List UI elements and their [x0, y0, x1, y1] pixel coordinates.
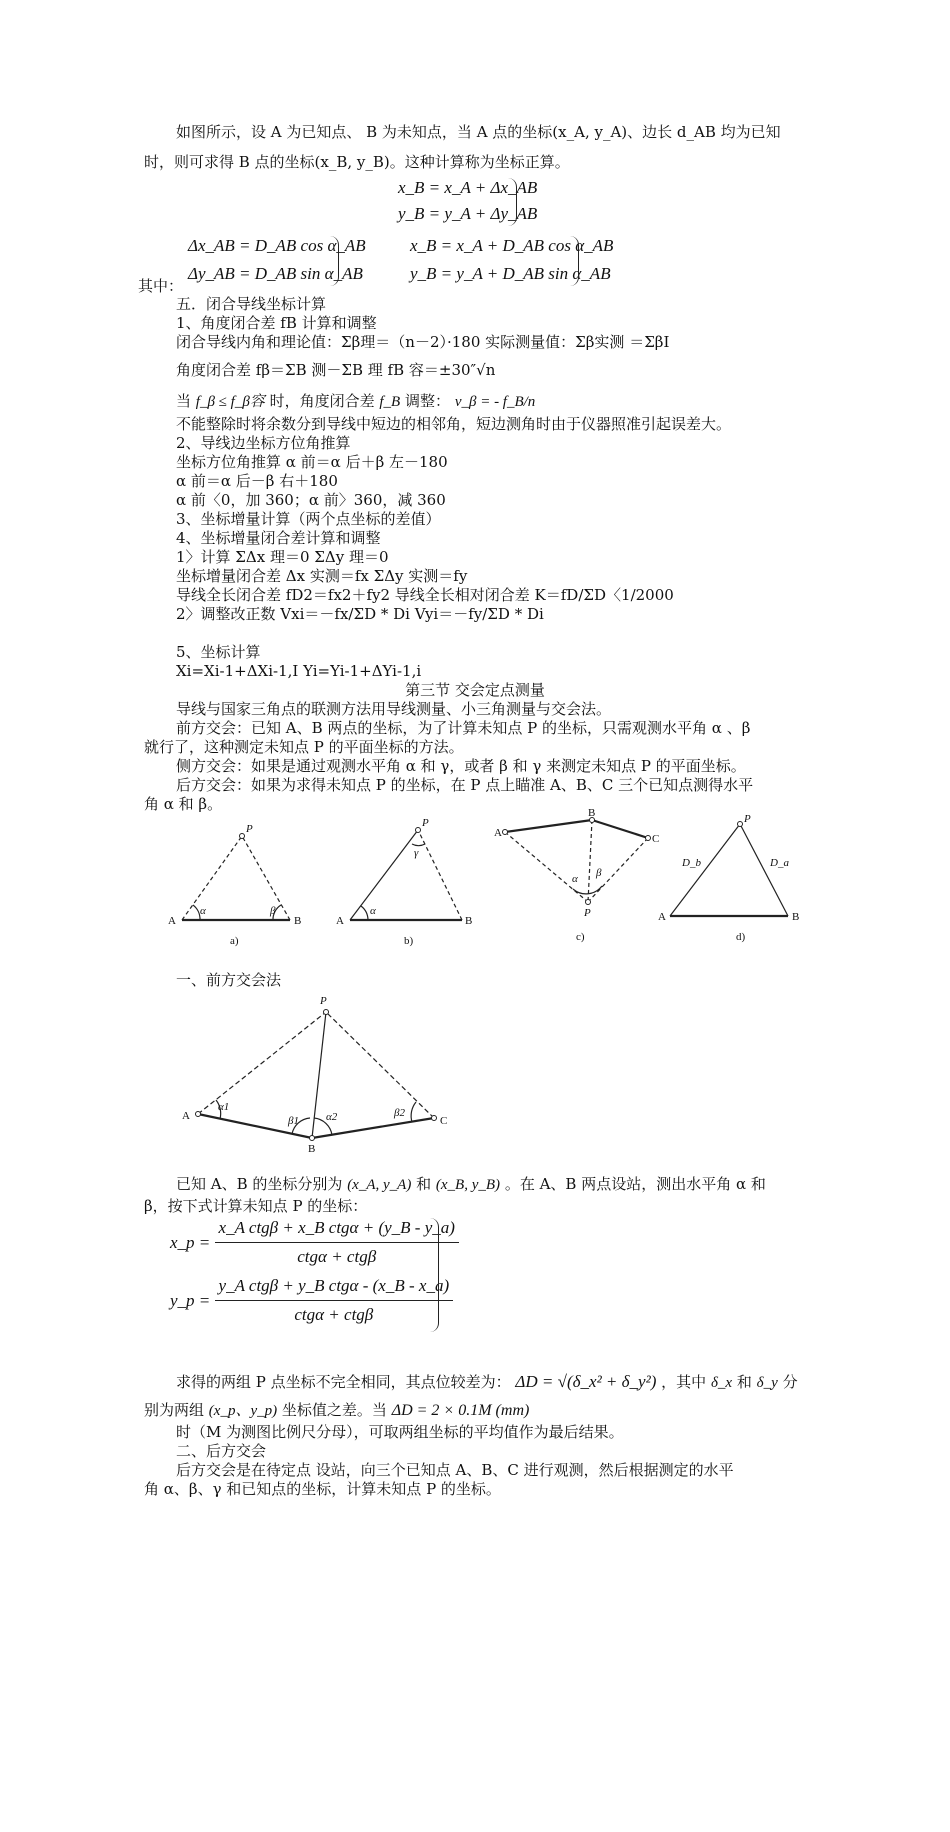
- text: 分: [782, 1373, 798, 1391]
- label-P: P: [584, 907, 591, 919]
- caption-d: d): [736, 931, 746, 943]
- text-line: 后方交会：如果为求得未知点 P 的坐标，在 P 点上瞄准 A、B、C 三个已知点测得水平: [176, 776, 754, 794]
- inline-math: f_B: [379, 394, 401, 410]
- brace: [430, 1218, 439, 1332]
- text-line: 导线全长闭合差 fD2＝fx2＋fy2 导线全长相对闭合差 K＝fD/ΣD〈1/2000: [176, 586, 674, 604]
- subsection-title: 2、导线边坐标方位角推算: [176, 434, 351, 452]
- label-P: P: [320, 995, 327, 1007]
- sight-line: [182, 836, 242, 920]
- fraction: [215, 1274, 454, 1327]
- sight-line: [350, 830, 418, 920]
- label-A: A: [658, 911, 666, 923]
- label-B: B: [792, 911, 800, 923]
- label-beta: β: [270, 905, 276, 917]
- label-beta: β: [596, 867, 602, 879]
- brace: [330, 236, 339, 286]
- text-line: 坐标方位角推算 α 前＝α 后＋β 左－180: [176, 453, 448, 471]
- label-A: A: [168, 915, 176, 927]
- text: 别为两组: [144, 1401, 205, 1419]
- label-B: B: [588, 807, 596, 819]
- label-alpha: α: [370, 905, 376, 917]
- label-P: P: [422, 817, 429, 829]
- text: 坐标值之差。当: [281, 1401, 387, 1419]
- text-line: 角 α、β、γ 和已知点的坐标，计算未知点 P 的坐标。: [144, 1480, 501, 1498]
- section-title: 二、后方交会: [176, 1442, 267, 1460]
- formula-xB-expanded: x_B = x_A + D_AB cos α_AB: [410, 236, 614, 255]
- text-line: 2〉调整改正数 Vxi＝－fx/ΣD * Di Vyi＝－fy/ΣD * Di: [176, 605, 544, 623]
- text-line: 时（M 为测图比例尺分母），可取两组坐标的平均值作为最后结果。: [176, 1423, 624, 1441]
- inline-math: f_β ≤ f_β容: [195, 394, 265, 410]
- intersection-figures: [160, 807, 800, 947]
- label-alpha2: α2: [326, 1111, 338, 1123]
- text: ，其中: [661, 1373, 707, 1391]
- inline-math: δ_y: [756, 1375, 778, 1391]
- text: 已知 A、B 的坐标分别为: [176, 1175, 343, 1193]
- brace: [570, 236, 579, 286]
- text-line: 角度闭合差 fβ＝ΣB 测－ΣB 理 fB 容＝±30″√n: [176, 361, 496, 379]
- inline-math: ΔD = 2 × 0.1M (mm): [391, 1402, 530, 1419]
- error-line: [176, 1372, 798, 1393]
- sight-line: [326, 1012, 434, 1118]
- inline-math: (x_A, y_A): [347, 1177, 412, 1193]
- error-line-2: [144, 1400, 529, 1421]
- caption-b: b): [404, 935, 414, 947]
- point-marker: [738, 822, 743, 827]
- numerator: y_A ctgβ + y_B ctgα - (x_B - x_a): [215, 1274, 454, 1301]
- denominator: ctgα + ctgβ: [297, 1247, 377, 1266]
- subsection-title: 3、坐标增量计算（两个点坐标的差值）: [176, 510, 441, 528]
- brace: [508, 178, 517, 226]
- formula-yB-expanded: y_B = y_A + D_AB sin α_AB: [410, 264, 611, 283]
- formula-xp: [170, 1216, 459, 1269]
- subsection-title: 5、坐标计算: [176, 643, 261, 661]
- subsection-title: 1、角度闭合差 fB 计算和调整: [176, 314, 377, 332]
- label-B: B: [308, 1143, 316, 1155]
- label-P: P: [246, 823, 253, 835]
- angle-arc: [411, 1102, 416, 1122]
- text-line: 前方交会：已知 A、B 两点的坐标，为了计算未知点 P 的坐标，只需观测水平角 α 、β: [176, 719, 751, 737]
- inline-math: ΔD = √(δ_x² + δ_y²): [515, 1372, 657, 1391]
- angle-arc: [361, 906, 368, 920]
- sight-line: [242, 836, 290, 920]
- condition-line: [176, 391, 535, 412]
- inline-math: v_β = - f_B/n: [454, 394, 536, 410]
- text: 求得的两组 P 点坐标不完全相同，其点位较差为：: [176, 1373, 511, 1391]
- fraction: [215, 1216, 459, 1269]
- label-alpha1: α1: [218, 1101, 230, 1113]
- formula-dx: Δx_AB = D_AB cos α_AB: [188, 236, 366, 255]
- section-title: 五．闭合导线坐标计算: [176, 295, 327, 313]
- formula-prefix: 其中：: [138, 277, 184, 295]
- intro-line-1: 如图所示，设 A 为已知点、 B 为未知点，当 A 点的坐标(x_A, y_A)、边长 d_AB 均为已知: [176, 123, 781, 141]
- point-marker: [240, 834, 245, 839]
- formula-lhs: y_p =: [170, 1290, 211, 1310]
- point-marker: [646, 836, 651, 841]
- point-marker: [416, 828, 421, 833]
- formula-yp: [170, 1274, 453, 1327]
- formula-dy: Δy_AB = D_AB sin α_AB: [188, 264, 363, 283]
- baseline-ab: [505, 820, 592, 832]
- denominator: ctgα + ctgβ: [294, 1305, 374, 1324]
- text-line: 不能整除时将余数分到导线中短边的相邻角，短边测角时由于仪器照准引起误差大。: [176, 415, 732, 433]
- sight-line: [198, 1012, 326, 1114]
- formula-yB: y_B = y_A + Δy_AB: [398, 204, 538, 223]
- label-A: A: [494, 827, 502, 839]
- chapter-title: 第三节 交会定点测量: [405, 681, 545, 699]
- text: 调整：: [405, 392, 451, 410]
- text-line: 闭合导线内角和理论值：Σβ理＝（n－2）·180 实际测量值：Σβ实测 ＝ΣβI: [176, 333, 670, 351]
- label-A: A: [336, 915, 344, 927]
- caption-a: a): [230, 935, 239, 947]
- text-line: 坐标增量闭合差 Δx 实测＝fx ΣΔy 实测＝fy: [176, 567, 468, 585]
- label-alpha: α: [200, 905, 206, 917]
- point-marker: [324, 1010, 329, 1015]
- caption-c: c): [576, 931, 585, 943]
- distance-line: [670, 824, 740, 916]
- point-marker: [310, 1136, 315, 1141]
- subsection-title: 4、坐标增量闭合差计算和调整: [176, 529, 381, 547]
- label-A: A: [182, 1110, 190, 1122]
- sight-line: [418, 830, 462, 920]
- point-marker: [432, 1116, 437, 1121]
- text: 时，角度闭合差: [269, 392, 375, 410]
- baseline-bc: [592, 820, 648, 838]
- point-marker: [586, 900, 591, 905]
- point-marker: [503, 830, 508, 835]
- text: 当: [176, 392, 192, 410]
- label-alpha: α: [572, 873, 578, 885]
- angle-arc: [412, 844, 425, 846]
- text-line: 1〉计算 ΣΔx 理＝0 ΣΔy 理＝0: [176, 548, 389, 566]
- text-line: β，按下式计算未知点 P 的坐标：: [144, 1197, 368, 1215]
- formula-lhs: x_p =: [170, 1232, 211, 1252]
- distance-line: [740, 824, 788, 916]
- label-C: C: [440, 1115, 448, 1127]
- text-line: 侧方交会：如果是通过观测水平角 α 和 γ，或者 β 和 γ 来测定未知点 P 的平面坐标。: [176, 757, 746, 775]
- text-line: 角 α 和 β。: [144, 795, 223, 813]
- text-line: Xi=Xi-1+ΔXi-1,I Yi=Yi-1+ΔYi-1,i: [176, 662, 422, 680]
- inline-math: (x_p、y_p): [208, 1403, 278, 1419]
- label-C: C: [652, 833, 660, 845]
- text-line: α 前＝α 后－β 右＋180: [176, 472, 338, 490]
- text: 和: [736, 1373, 752, 1391]
- label-P: P: [744, 813, 751, 825]
- label-Da: D_a: [770, 857, 789, 869]
- text-line: 就行了，这种测定未知点 P 的平面坐标的方法。: [144, 738, 464, 756]
- label-gamma: γ: [414, 847, 419, 859]
- numerator: x_A ctgβ + x_B ctgα + (y_B - y_a): [215, 1216, 459, 1243]
- forward-intersection-figure: [180, 992, 460, 1155]
- known-coords-line: [176, 1174, 766, 1195]
- label-B: B: [294, 915, 302, 927]
- text: 。在 A、B 两点设站，测出水平角 α 和: [504, 1175, 766, 1193]
- point-marker: [196, 1112, 201, 1117]
- text-line: α 前〈0，加 360；α 前〉360，减 360: [176, 491, 446, 509]
- text-line: 导线与国家三角点的联测方法用导线测量、小三角测量与交会法。: [176, 700, 612, 718]
- text-line: 后方交会是在待定点 设站，向三个已知点 A、B、C 进行观测，然后根据测定的水平: [176, 1461, 734, 1479]
- inline-math: δ_x: [710, 1375, 733, 1391]
- section-title: 一、前方交会法: [176, 971, 282, 989]
- intro-line-2: 时，则可求得 B 点的坐标(x_B, y_B)。这种计算称为坐标正算。: [144, 153, 570, 171]
- formula-xB: x_B = x_A + Δx_AB: [398, 178, 538, 197]
- label-beta1: β1: [288, 1115, 299, 1127]
- inline-math: (x_B, y_B): [435, 1177, 501, 1193]
- angle-arc: [193, 905, 200, 920]
- text: 和: [416, 1175, 432, 1193]
- label-B: B: [465, 915, 473, 927]
- label-beta2: β2: [394, 1107, 405, 1119]
- sight-line: [588, 820, 592, 902]
- label-Db: D_b: [682, 857, 701, 869]
